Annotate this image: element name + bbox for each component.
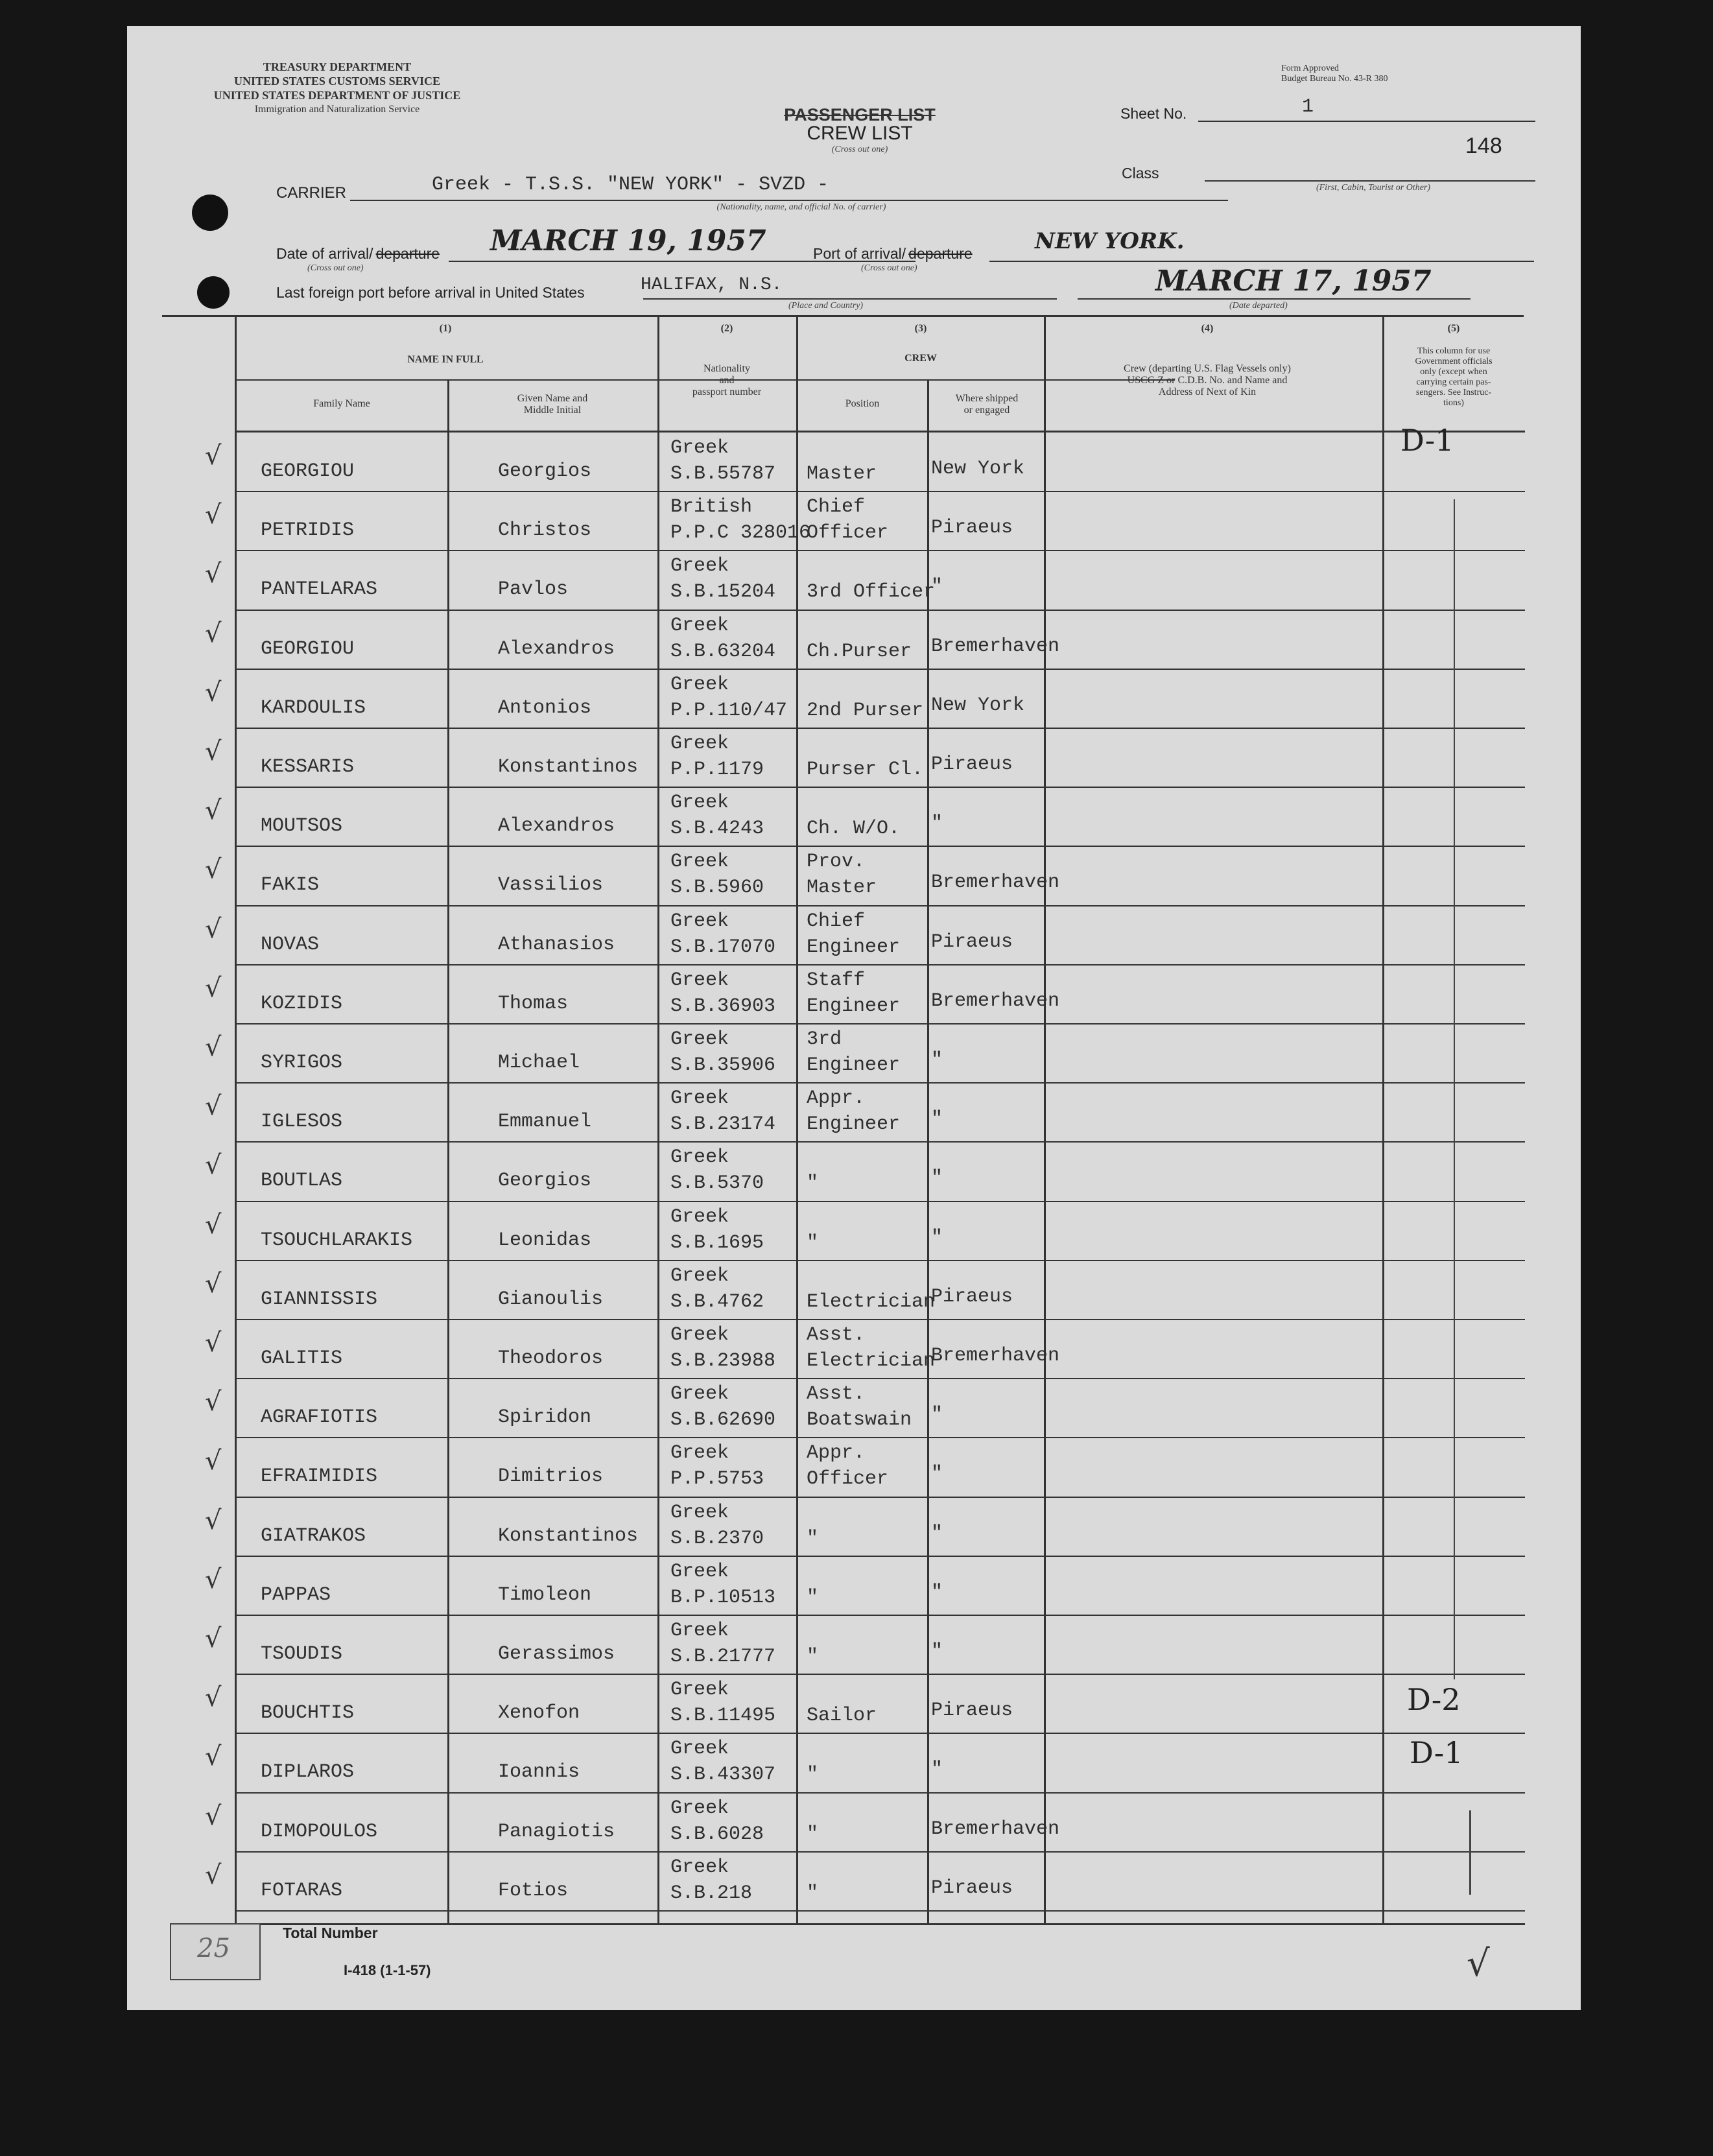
date-departed-value: MARCH 17, 1957 [1155,265,1432,298]
row-check-mark: √ [205,855,222,885]
form-title: CREW LIST [807,123,913,144]
given-name-cell: Xenofon [498,1702,580,1725]
family-name-cell: TSOUCHLARAKIS [261,1229,413,1251]
position-cell: Master [807,877,877,899]
position-line1-cell: Appr. [807,1442,866,1465]
col-where-shipped: Where shipped or engaged [955,393,1019,416]
position-line1-cell: Asst. [807,1324,866,1346]
mark-d2: D-2 [1407,1682,1461,1717]
row-divider [235,610,1525,611]
col1-number: (1) [439,323,452,334]
where-engaged-cell: Piraeus [931,1877,1013,1899]
where-engaged-cell: New York [931,458,1025,480]
agency-line-4: Immigration and Naturalization Service [254,104,420,115]
row-divider [235,491,1525,492]
where-engaged-cell: " [931,1226,943,1249]
given-name-cell: Pavlos [498,578,569,601]
nationality-cell: Greek [670,792,729,814]
position-line1-cell: Prov. [807,851,866,873]
budget-bureau-number: Budget Bureau No. 43-R 380 [1281,74,1388,84]
row-check-mark: √ [205,1683,222,1713]
position-cell: Engineer [807,1054,901,1076]
row-check-mark: √ [205,737,222,766]
nationality-cell: Greek [670,1738,729,1760]
passport-cell: S.B.43307 [670,1764,776,1786]
position-cell: " [807,1586,819,1609]
where-engaged-cell: Bremerhaven [931,1818,1060,1840]
form-title-block [711,105,1009,155]
punch-hole-1 [192,195,228,231]
form-approval [1281,64,1476,84]
row-check-mark: √ [205,1091,222,1122]
date-departed-caption: (Date departed) [1229,301,1288,311]
where-engaged-cell: Piraeus [931,930,1013,953]
where-engaged-cell: Piraeus [931,1285,1013,1308]
row-check-mark: √ [205,559,222,589]
page-stamp: 148 [1465,134,1502,158]
given-name-cell: Timoleon [498,1583,592,1606]
col1-title: NAME IN FULL [407,354,484,365]
row-divider [235,846,1525,847]
mark-d1-top: D-1 [1400,423,1454,458]
where-engaged-cell: " [931,1463,943,1486]
nationality-cell: British [670,496,753,519]
col3-title: CREW [904,353,937,364]
family-name-cell: GIATRAKOS [261,1524,366,1547]
passport-cell: S.B.5370 [670,1172,764,1195]
col5-number: (5) [1447,323,1460,334]
row-divider [235,1497,1525,1498]
row-divider [235,964,1525,965]
col4-number: (4) [1201,323,1214,334]
passport-cell: P.P.5753 [670,1468,764,1491]
given-name-cell: Georgios [498,460,592,482]
row-divider [235,1082,1525,1084]
row-check-mark: √ [205,1387,222,1417]
nationality-cell: Greek [670,1087,729,1110]
passport-cell: S.B.23174 [670,1113,776,1136]
passport-cell: S.B.21777 [670,1646,776,1668]
row-check-mark: √ [205,1742,222,1772]
position-cell: Ch. W/O. [807,818,901,840]
row-check-mark: √ [205,914,222,944]
position-line1-cell: Staff [807,969,866,991]
port-arrival-caption: (Cross out one) [861,263,917,273]
family-name-cell: BOUCHTIS [261,1702,355,1725]
passport-cell: S.B.5960 [670,877,764,899]
given-name-cell: Georgios [498,1170,592,1192]
passport-cell: S.B.11495 [670,1705,776,1727]
nationality-cell: Greek [670,910,729,932]
last-port-label: Last foreign port before arrival in United States [276,284,585,301]
last-port-caption: (Place and Country) [788,301,864,311]
row-divider [235,1319,1525,1320]
position-cell: Ch.Purser [807,640,912,663]
row-check-mark: √ [205,1032,222,1062]
col-official-use: This column for use Government officials only (except when carrying certain pas- sengers. See Instruc- tions) [1415,346,1493,408]
passport-cell: P.P.C 328016 [670,522,811,545]
given-name-cell: Emmanuel [498,1111,592,1133]
passport-cell: S.B.2370 [670,1527,764,1550]
family-name-cell: GALITIS [261,1347,343,1369]
position-line1-cell: Chief [807,910,866,932]
agency-line-1: TREASURY DEPARTMENT [263,60,412,73]
row-divider [235,1674,1525,1675]
row-check-mark: √ [205,677,222,707]
position-cell: Electrician [807,1290,936,1313]
given-name-cell: Fotios [498,1879,569,1902]
port-arrival-label: Port of arrival/ departure [813,245,973,262]
given-name-cell: Panagiotis [498,1820,615,1843]
carrier-value: Greek - T.S.S. "NEW YORK" - SVZD - [432,174,829,196]
sheet-number: 1 [1302,96,1314,118]
row-divider [235,1851,1525,1853]
total-number-label: Total Number [283,1925,378,1941]
carrier-label: CARRIER [276,184,347,202]
nationality-cell: Greek [670,614,729,637]
where-engaged-cell: Piraeus [931,517,1013,539]
family-name-cell: GIANNISSIS [261,1288,378,1310]
given-name-cell: Thomas [498,992,569,1015]
position-cell: Engineer [807,936,901,958]
given-name-cell: Athanasios [498,933,615,956]
passport-cell: S.B.62690 [670,1409,776,1432]
family-name-cell: BOUTLAS [261,1170,343,1192]
where-engaged-cell: " [931,1049,943,1071]
nationality-cell: Greek [670,1028,729,1050]
given-name-cell: Leonidas [498,1229,592,1251]
position-cell: Electrician [807,1350,936,1372]
nationality-cell: Greek [670,1856,729,1878]
nationality-cell: Greek [670,1383,729,1406]
bottom-check-mark: √ [1467,1943,1490,1985]
where-engaged-cell: " [931,812,943,835]
family-name-cell: PAPPAS [261,1583,331,1606]
col3-number: (3) [914,323,927,334]
passport-cell: S.B.6028 [670,1823,764,1845]
position-cell: 3rd Officer [807,581,936,604]
total-number-box [170,1923,261,1980]
passport-cell: S.B.218 [670,1882,753,1904]
port-arrival-value: NEW YORK. [1035,228,1185,254]
position-cell: " [807,1231,819,1254]
row-check-mark: √ [205,1268,222,1299]
nationality-cell: Greek [670,1146,729,1169]
position-line1-cell: Appr. [807,1087,866,1110]
nationality-cell: Greek [670,1324,729,1346]
family-name-cell: PANTELARAS [261,578,378,601]
row-check-mark: √ [205,1505,222,1535]
passport-cell: S.B.15204 [670,581,776,604]
given-name-cell: Spiridon [498,1406,592,1429]
row-divider [235,1260,1525,1261]
row-divider [235,787,1525,788]
position-cell: Engineer [807,995,901,1017]
given-name-cell: Konstantinos [498,1524,639,1547]
crew-list-form [127,26,1581,2010]
col2-number: (2) [720,323,733,334]
agency-line-3: UNITED STATES DEPARTMENT OF JUSTICE [213,89,461,102]
row-check-mark: √ [205,796,222,826]
where-engaged-cell: " [931,1581,943,1604]
position-cell: 2nd Purser [807,699,924,722]
form-number: I-418 (1-1-57) [344,1962,431,1978]
given-name-cell: Theodoros [498,1347,604,1369]
position-line1-cell: Asst. [807,1383,866,1406]
position-cell: Engineer [807,1113,901,1136]
position-cell: Boatswain [807,1409,912,1432]
date-arrival-label: Date of arrival/ departure [276,245,440,262]
given-name-cell: Michael [498,1052,580,1074]
nationality-cell: Greek [670,673,729,696]
where-engaged-cell: Bremerhaven [931,1345,1060,1367]
where-engaged-cell: Piraeus [931,753,1013,776]
family-name-cell: PETRIDIS [261,519,355,542]
position-line1-cell: 3rd [807,1028,842,1050]
position-cell: " [807,1172,819,1195]
passport-cell: S.B.4762 [670,1290,764,1313]
row-divider [235,905,1525,906]
position-cell: Master [807,463,877,485]
given-name-cell: Gerassimos [498,1643,615,1665]
position-cell: Officer [807,1468,889,1491]
given-name-cell: Antonios [498,696,592,719]
agency-header [175,60,499,117]
row-divider [235,1792,1525,1794]
last-port-value: HALIFAX, N.S. [641,275,783,295]
where-engaged-cell: " [931,1167,943,1190]
nationality-cell: Greek [670,555,729,578]
nationality-cell: Greek [670,1560,729,1583]
form-title-struck: PASSENGER LIST [784,105,936,124]
family-name-cell: NOVAS [261,933,320,956]
row-divider [235,1556,1525,1557]
nationality-cell: Greek [670,851,729,873]
total-number-value: 25 [197,1934,230,1963]
family-name-cell: AGRAFIOTIS [261,1406,378,1429]
where-engaged-cell: " [931,576,943,598]
sheet-label: Sheet No. [1120,105,1187,122]
row-check-mark: √ [205,1150,222,1181]
position-cell: " [807,1646,819,1668]
given-name-cell: Vassilios [498,874,604,897]
row-divider [235,1615,1525,1616]
position-cell: Officer [807,522,889,545]
given-name-cell: Dimitrios [498,1465,604,1488]
family-name-cell: GEORGIOU [261,637,355,660]
given-name-cell: Gianoulis [498,1288,604,1310]
passport-cell: S.B.35906 [670,1054,776,1076]
row-divider [235,669,1525,670]
row-check-mark: √ [205,1801,222,1831]
where-engaged-cell: " [931,1759,943,1781]
family-name-cell: FAKIS [261,874,320,897]
family-name-cell: DIMOPOULOS [261,1820,378,1843]
family-name-cell: EFRAIMIDIS [261,1465,378,1488]
nationality-cell: Greek [670,1264,729,1287]
position-cell: " [807,1527,819,1550]
title-caption: (Cross out one) [831,145,888,154]
nationality-cell: Greek [670,1620,729,1642]
row-check-mark: √ [205,1564,222,1594]
nationality-cell: Greek [670,1442,729,1465]
date-arrival-caption: (Cross out one) [307,263,364,273]
nationality-cell: Greek [670,437,729,459]
passport-cell: S.B.17070 [670,936,776,958]
date-arrival-value: MARCH 19, 1957 [490,224,766,257]
passport-cell: P.P.110/47 [670,699,788,722]
passport-cell: S.B.4243 [670,818,764,840]
where-engaged-cell: Bremerhaven [931,989,1060,1012]
where-engaged-cell: Bremerhaven [931,635,1060,657]
carrier-caption: (Nationality, name, and official No. of carrier) [716,202,886,212]
nationality-cell: Greek [670,1797,729,1819]
passport-cell: B.P.10513 [670,1586,776,1609]
family-name-cell: KESSARIS [261,756,355,778]
col-position: Position [845,398,880,409]
row-check-mark: √ [205,618,222,648]
family-name-cell: DIPLAROS [261,1761,355,1784]
position-cell: " [807,1823,819,1845]
given-name-cell: Christos [498,519,592,542]
passport-cell: S.B.55787 [670,463,776,485]
family-name-cell: KOZIDIS [261,992,343,1015]
family-name-cell: SYRIGOS [261,1052,343,1074]
where-engaged-cell: " [931,1641,943,1663]
row-divider [235,1201,1525,1202]
given-name-cell: Alexandros [498,815,615,838]
where-engaged-cell: " [931,1404,943,1427]
where-engaged-cell: New York [931,694,1025,717]
position-cell: " [807,1882,819,1904]
nationality-cell: Greek [670,733,729,755]
position-cell: Sailor [807,1705,877,1727]
given-name-cell: Ioannis [498,1761,580,1784]
row-check-mark: √ [205,1328,222,1358]
passport-cell: P.P.1179 [670,759,764,781]
position-cell: " [807,1764,819,1786]
punch-hole-2 [197,276,230,309]
nationality-cell: Greek [670,969,729,991]
passport-cell: S.B.1695 [670,1231,764,1254]
row-check-mark: √ [205,973,222,1003]
nationality-cell: Greek [670,1679,729,1701]
row-divider [235,1141,1525,1143]
agency-line-2: UNITED STATES CUSTOMS SERVICE [234,75,440,88]
family-name-cell: MOUTSOS [261,815,343,838]
family-name-cell: TSOUDIS [261,1643,343,1665]
given-name-cell: Alexandros [498,637,615,660]
col-nationality: Nationality and passport number [692,363,762,397]
passport-cell: S.B.36903 [670,995,776,1017]
nationality-cell: Greek [670,1205,729,1228]
row-divider [235,1023,1525,1025]
row-divider [235,1378,1525,1379]
given-name-cell: Konstantinos [498,756,639,778]
passport-cell: S.B.63204 [670,640,776,663]
where-engaged-cell: " [931,1522,943,1545]
family-name-cell: KARDOULIS [261,696,366,719]
row-check-mark: √ [205,441,222,471]
col-given-name: Given Name and Middle Initial [517,393,588,416]
family-name-cell: FOTARAS [261,1879,343,1902]
family-name-cell: GEORGIOU [261,460,355,482]
class-label: Class [1122,165,1159,182]
where-engaged-cell: " [931,1108,943,1131]
position-cell: Purser Cl. [807,759,924,781]
class-caption: (First, Cabin, Tourist or Other) [1316,183,1431,193]
row-check-mark: √ [205,1860,222,1890]
col-crew-departing: Crew (departing U.S. Flag Vessels only) USCG Z or C.D.B. No. and Name and Address of Next of Kin [1124,363,1291,397]
position-line1-cell: Chief [807,496,866,519]
row-check-mark: √ [205,1624,222,1653]
where-engaged-cell: Bremerhaven [931,871,1060,894]
row-check-mark: √ [205,1446,222,1476]
form-approved-label: Form Approved [1281,64,1340,73]
family-name-cell: IGLESOS [261,1111,343,1133]
mark-d1-bottom: D-1 [1410,1735,1463,1770]
row-divider [235,728,1525,729]
row-check-mark: √ [205,1209,222,1240]
where-engaged-cell: Piraeus [931,1700,1013,1722]
nationality-cell: Greek [670,1501,729,1524]
row-divider [235,550,1525,551]
row-divider [235,1437,1525,1438]
row-divider [235,1910,1525,1912]
col-family-name: Family Name [313,398,370,409]
row-divider [235,1733,1525,1734]
row-check-mark: √ [205,500,222,530]
passport-cell: S.B.23988 [670,1350,776,1372]
